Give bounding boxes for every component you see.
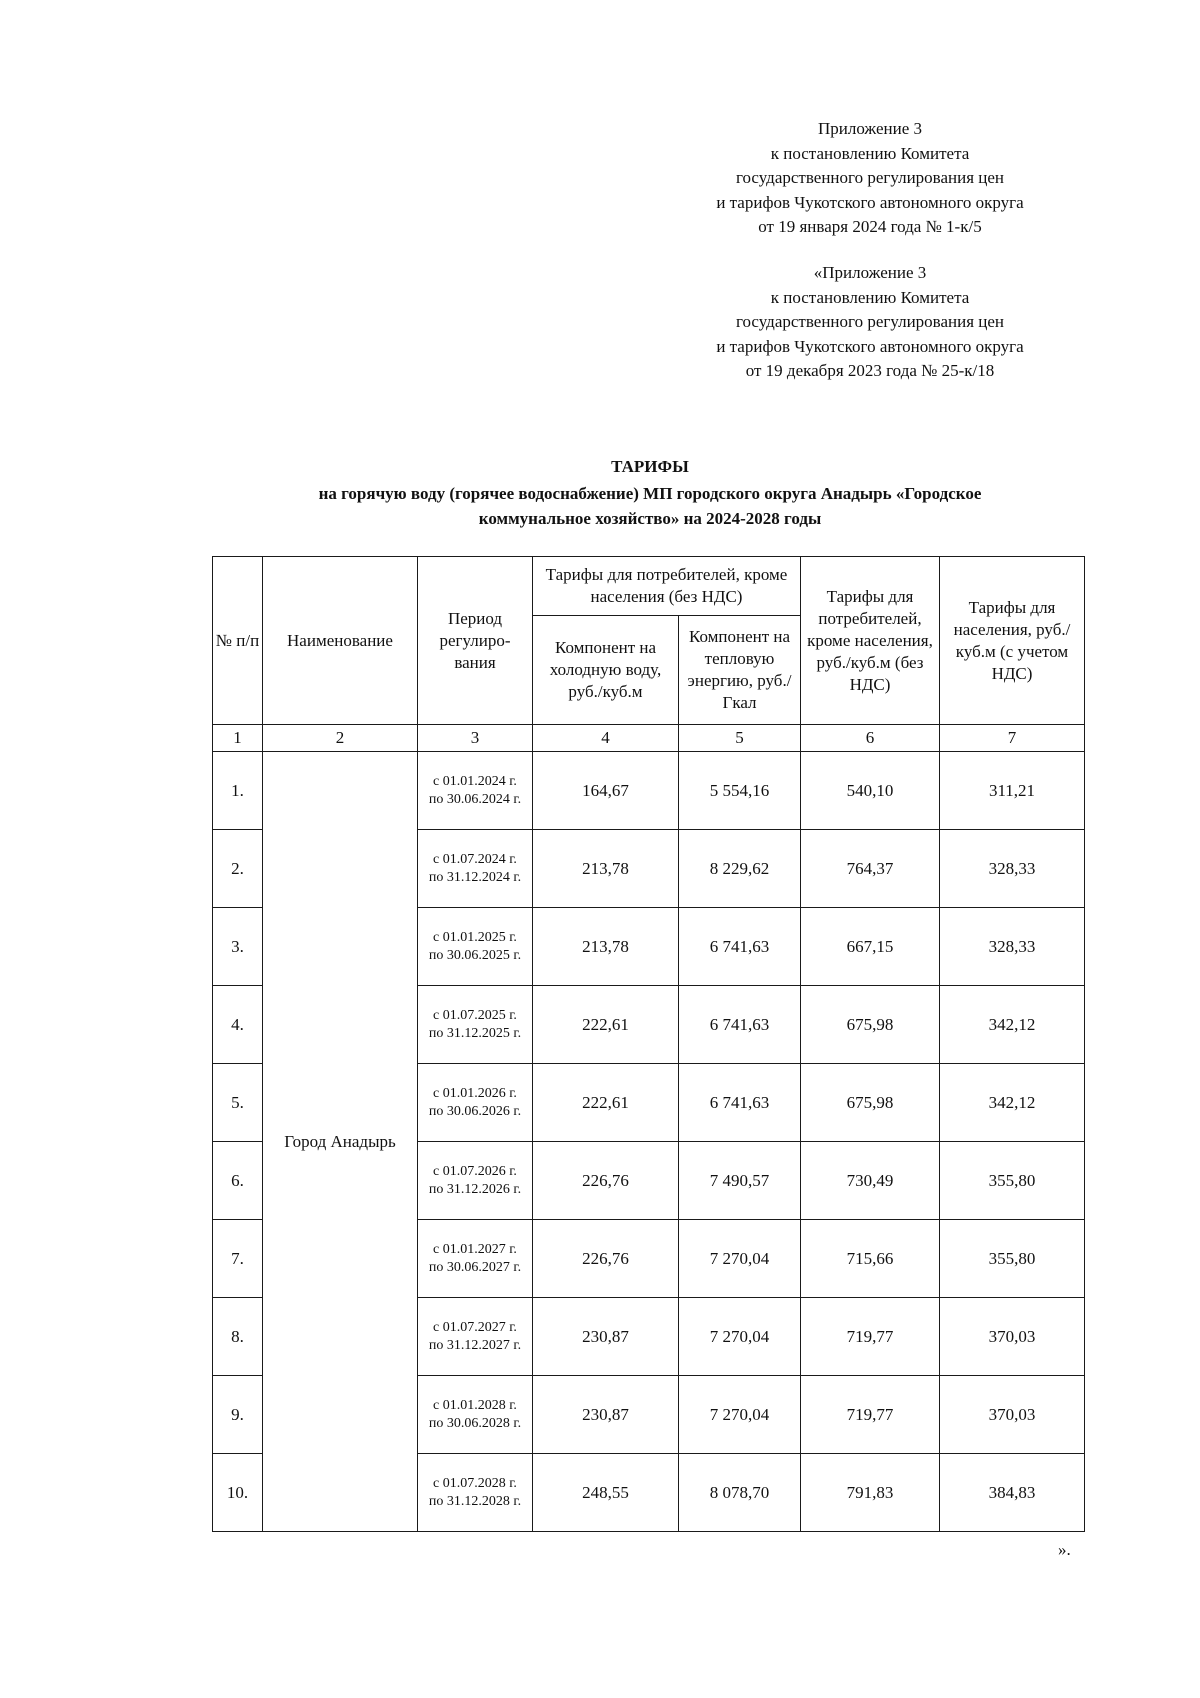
row-nonpop: 675,98 <box>801 986 940 1064</box>
period-to: по 31.12.2024 г. <box>428 869 522 885</box>
row-nonpop: 764,37 <box>801 830 940 908</box>
period-from: с 01.01.2024 г. <box>433 773 517 789</box>
column-number: 7 <box>940 725 1085 752</box>
period-to: по 30.06.2025 г. <box>428 947 522 963</box>
column-number-row <box>213 725 1085 752</box>
period-to: по 31.12.2027 г. <box>428 1337 522 1353</box>
header-heat: Компонент на тепловую энергию, руб./Гкал <box>679 616 801 725</box>
header-line: «Приложение 3 <box>813 263 927 282</box>
column-number: 1 <box>213 725 263 752</box>
row-cold: 222,61 <box>533 1064 679 1142</box>
row-pop: 355,80 <box>940 1142 1085 1220</box>
row-period <box>418 1376 533 1454</box>
header-cold: Компонент на холодную воду, руб./куб.м <box>533 616 679 725</box>
row-nonpop: 675,98 <box>801 1064 940 1142</box>
subtitle-line: коммунальное хозяйство» на 2024-2028 годы <box>478 509 822 528</box>
header-line: к постановлению Комитета <box>770 287 970 307</box>
column-number: 4 <box>533 725 679 752</box>
row-heat: 6 741,63 <box>679 908 801 986</box>
row-cold: 226,76 <box>533 1220 679 1298</box>
header-line: государственного регулирования цен <box>735 168 1005 187</box>
row-pop: 370,03 <box>940 1376 1085 1454</box>
row-heat: 7 490,57 <box>679 1142 801 1220</box>
row-num: 2. <box>213 830 263 908</box>
closing-quote: ». <box>1058 1540 1071 1559</box>
row-cold: 222,61 <box>533 986 679 1064</box>
header-group-nonpop: Тарифы для потребителей, кроме населения (без НДС) <box>533 557 801 616</box>
row-pop: 342,12 <box>940 1064 1085 1142</box>
row-pop: 370,03 <box>940 1298 1085 1376</box>
row-heat: 6 741,63 <box>679 1064 801 1142</box>
row-cold: 226,76 <box>533 1142 679 1220</box>
header-line: и тарифов Чукотского автономного округа <box>716 192 1024 212</box>
row-period <box>418 986 533 1064</box>
header-nonpop: Тарифы для потребителей, кроме населения, руб./куб.м (без НДС) <box>801 557 940 725</box>
row-num: 4. <box>213 986 263 1064</box>
period-from: с 01.01.2028 г. <box>433 1397 517 1413</box>
header-line: Приложение 3 <box>818 119 922 138</box>
row-num: 7. <box>213 1220 263 1298</box>
row-num: 5. <box>213 1064 263 1142</box>
row-nonpop: 667,15 <box>801 908 940 986</box>
period-to: по 31.12.2026 г. <box>428 1181 522 1197</box>
row-cold: 213,78 <box>533 908 679 986</box>
row-heat: 7 270,04 <box>679 1376 801 1454</box>
period-from: с 01.01.2026 г. <box>433 1085 517 1101</box>
row-period <box>418 1064 533 1142</box>
header-pop: Тарифы для населения, руб./куб.м (с учетом НДС) <box>940 557 1085 725</box>
document-title: ТАРИФЫ <box>611 457 689 476</box>
header-num: № п/п <box>213 557 263 725</box>
row-pop: 384,83 <box>940 1454 1085 1532</box>
row-period <box>418 908 533 986</box>
row-num: 8. <box>213 1298 263 1376</box>
header-line: государственного регулирования цен <box>735 312 1005 331</box>
period-from: с 01.07.2025 г. <box>433 1007 517 1023</box>
row-period <box>418 1142 533 1220</box>
tariff-table <box>212 556 1085 1532</box>
period-from: с 01.01.2027 г. <box>433 1241 517 1257</box>
row-pop: 342,12 <box>940 986 1085 1064</box>
period-from: с 01.07.2026 г. <box>433 1163 517 1179</box>
row-cold: 248,55 <box>533 1454 679 1532</box>
row-cold: 230,87 <box>533 1298 679 1376</box>
row-pop: 311,21 <box>940 752 1085 830</box>
column-number: 6 <box>801 725 940 752</box>
row-name: Город Анадырь <box>263 752 418 1532</box>
row-pop: 328,33 <box>940 908 1085 986</box>
row-num: 6. <box>213 1142 263 1220</box>
header-line: от 19 января 2024 года № 1-к/5 <box>758 217 982 236</box>
period-from: с 01.07.2024 г. <box>433 851 517 867</box>
row-heat: 5 554,16 <box>679 752 801 830</box>
row-heat: 7 270,04 <box>679 1298 801 1376</box>
period-to: по 31.12.2025 г. <box>428 1025 522 1041</box>
header-line: к постановлению Комитета <box>770 143 970 163</box>
document-subtitle <box>200 481 1100 531</box>
row-num: 9. <box>213 1376 263 1454</box>
row-num: 3. <box>213 908 263 986</box>
approval-header <box>690 117 1050 240</box>
column-number: 2 <box>263 725 418 752</box>
row-cold: 213,78 <box>533 830 679 908</box>
row-period <box>418 752 533 830</box>
row-nonpop: 719,77 <box>801 1376 940 1454</box>
period-from: с 01.07.2027 г. <box>433 1319 517 1335</box>
header-name: Наименование <box>263 557 418 725</box>
subtitle-line: на горячую воду (горячее водоснабжение) МП городского округа Анадырь «Городское <box>318 484 982 503</box>
row-heat: 8 078,70 <box>679 1454 801 1532</box>
period-from: с 01.07.2028 г. <box>433 1475 517 1491</box>
row-heat: 6 741,63 <box>679 986 801 1064</box>
period-to: по 30.06.2027 г. <box>428 1259 522 1275</box>
row-period <box>418 1454 533 1532</box>
column-number: 5 <box>679 725 801 752</box>
row-pop: 355,80 <box>940 1220 1085 1298</box>
row-num: 10. <box>213 1454 263 1532</box>
row-nonpop: 791,83 <box>801 1454 940 1532</box>
header-line: и тарифов Чукотского автономного округа <box>716 336 1024 356</box>
column-number: 3 <box>418 725 533 752</box>
period-to: по 30.06.2028 г. <box>428 1415 522 1431</box>
header-row <box>213 557 1085 616</box>
period-to: по 31.12.2028 г. <box>428 1493 522 1509</box>
period-to: по 30.06.2026 г. <box>428 1103 522 1119</box>
header-period: Период регулиро-вания <box>418 557 533 725</box>
row-cold: 230,87 <box>533 1376 679 1454</box>
period-to: по 30.06.2024 г. <box>428 791 522 807</box>
row-period <box>418 1298 533 1376</box>
header-line: от 19 декабря 2023 года № 25-к/18 <box>745 361 995 380</box>
quoted-approval-header <box>690 261 1050 384</box>
row-nonpop: 540,10 <box>801 752 940 830</box>
row-pop: 328,33 <box>940 830 1085 908</box>
period-from: с 01.01.2025 г. <box>433 929 517 945</box>
row-heat: 7 270,04 <box>679 1220 801 1298</box>
row-nonpop: 715,66 <box>801 1220 940 1298</box>
row-heat: 8 229,62 <box>679 830 801 908</box>
row-nonpop: 730,49 <box>801 1142 940 1220</box>
row-period <box>418 830 533 908</box>
row-nonpop: 719,77 <box>801 1298 940 1376</box>
row-period <box>418 1220 533 1298</box>
row-cold: 164,67 <box>533 752 679 830</box>
table-row <box>213 752 1085 830</box>
row-num: 1. <box>213 752 263 830</box>
